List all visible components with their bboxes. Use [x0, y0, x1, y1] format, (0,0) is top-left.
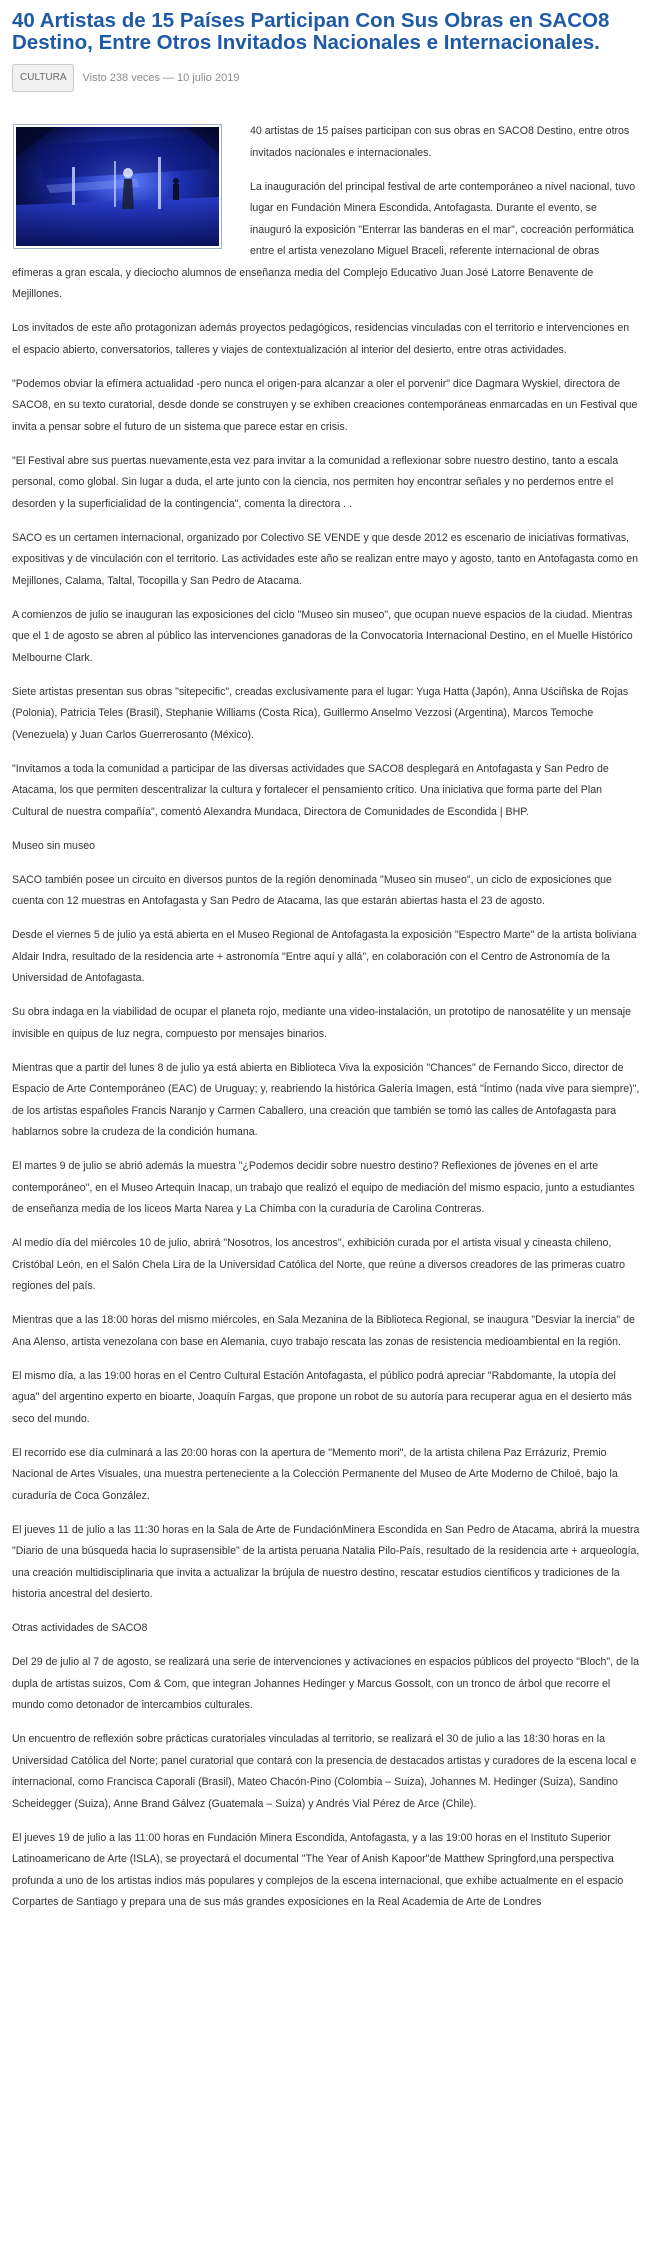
paragraph: A comienzos de julio se inauguran las exposiciones del ciclo "Museo sin museo", que ocupan nueve espacios de la ciudad. Mientras que el 1 de agosto se abren al público las intervenciones ganadoras de la Convocatoria Internacional Destino, en el Muelle Histórico Melbourne Clark. [12, 608, 633, 664]
paragraph: Siete artistas presentan sus obras "sitepecific", creadas exclusivamente para el lugar: Yuga Hatta (Japón), Anna Uściñska de Rojas (Polonia), Patricia Teles (Brasil), Stephanie Williams (Costa Rica), Guillermo Anselmo Vezzosi (Argentina), Marcos Temoche (Venezuela) y Juan Carlos Guerrerosanto (México). [12, 685, 629, 741]
paragraph: Su obra indaga en la viabilidad de ocupar el planeta rojo, mediante una video-instalación, un prototipo de nanosatélite y un mensaje invisible en quipus de luz negra, compuesto por mensajes binarios. [12, 1006, 631, 1040]
article-meta [12, 63, 640, 93]
paragraph: SACO también posee un circuito en diversos puntos de la región denominada "Museo sin museo", un ciclo de exposiciones que cuenta con 12 muestras en Antofagasta y San Pedro de Atacama, las que estarán abiertas hasta el 23 de agosto. [12, 873, 612, 907]
paragraph: Un encuentro de reflexión sobre prácticas curatoriales vinculadas al territorio, se realizará el 30 de julio a las 18:30 horas en la Universidad Católica del Norte; panel curatorial que contará con la presencia de destacados artistas y curadores de la escena local e internacional, como Francisca Caporali (Brasil), Mateo Chacón-Pino (Colombia – Suiza), Johannes M. Hedinger (Suiza), Sandino Scheidegger (Suiza), Anne Brand Gálvez (Guatemala – Suiza) y Andrés Vial Pérez de Arce (Chile). [12, 1733, 637, 1810]
article-title: 40 Artistas de 15 Países Participan Con Sus Obras en SACO8 Destino, Entre Otros Invitados Nacionales e Internacionales. [12, 9, 610, 54]
paragraph: La inauguración del principal festival de arte contemporáneo a nivel nacional, tuvo lugar en Fundación Minera Escondida, Antofagasta. Durante el evento, se inauguró la exposición "Enterrar las banderas en el mar", cocreación performática entre el artista venezolano Miguel Braceli, referente internacional de obras efímeras a gran escala, y dieciocho alumnos de enseñanza media del Complejo Educativo Juan José Latorre Benavente de Mejillones. [12, 180, 636, 300]
paragraph: SACO es un certamen internacional, organizado por Colectivo SE VENDE y que desde 2012 es escenario de iniciativas formativas, expositivas y de vinculación con el territorio. Las actividades este año se realizan entre mayo y agosto, tanto en Antofagasta como en Mejillones, Calama, Taltal, Tocopilla y San Pedro de Atacama. [12, 531, 638, 587]
section-heading-museo-sin-museo: Museo sin museo [12, 839, 96, 852]
category-tag[interactable]: CULTURA [12, 64, 74, 92]
paragraph: Desde el viernes 5 de julio ya está abierta en el Museo Regional de Antofagasta la exposición "Espectro Marte" de la artista boliviana Aldair Indra, resultado de la residencia arte + astronomía "Entre aquí y allá", en colaboración con el Centro de Astronomía de la Universidad de Antofagasta. [12, 929, 637, 984]
paragraph: El recorrido ese día culminará a las 20:00 horas con la apertura de "Memento mori", de la artista chilena Paz Errázuriz, Premio Nacional de Artes Visuales, una muestra perteneciente a la Colección Permanente del Museo de Arte Moderno de Chiloé, bajo la curaduría de Coca González. [12, 1446, 618, 1502]
article-body [12, 121, 640, 1914]
paragraph: Mientras que a partir del lunes 8 de julio ya está abierta en Biblioteca Viva la exposición "Chances" de Fernando Sicco, director de Espacio de Arte Contemporáneo (EAC) de Uruguay; y, reabriendo la histórica Galería Imagen, está "Íntimo (nada vive para siempre)", de los artistas españoles Francis Naranjo y Carmen Caballero, una creación que también se tomó las calles de Antofagasta para hablarnos sobre la crudeza de la condición humana. [12, 1061, 640, 1138]
paragraph: El mismo día, a las 19:00 horas en el Centro Cultural Estación Antofagasta, el público podrá apreciar "Rabdomante, la utopía del agua" del argentino experto en bioarte, Joaquín Fargas, que propone un robot de su autoría para recuperar agua en el desierto más seco del mundo. [12, 1369, 632, 1425]
paragraph: Del 29 de julio al 7 de agosto, se realizará una serie de intervenciones y activaciones en espacios públicos del proyecto "Bloch", de la dupla de artistas suizos, Com & Com, que integran Johannes Hedinger y Marcus Gossolt, con un tronco de árbol que recorre el mundo como detonador de intercambios culturales. [12, 1656, 640, 1711]
paragraph: Mientras que a las 18:00 horas del mismo miércoles, en Sala Mezanina de la Biblioteca Regional, se inaugura "Desviar la inercia" de Ana Alenso, artista venezolana con base en Alemania, cuyo trabajo rescata las zonas de resistencia medioambiental en la región. [12, 1314, 635, 1348]
paragraph: Al medio día del miércoles 10 de julio, abrirá "Nosotros, los ancestros", exhibición curada por el artista visual y cineasta chileno, Cristóbal León, en el Salón Chela Lira de la Universidad Católica del Norte, que reúne a diversos creadores de las primeras cuatro regiones del país. [12, 1237, 626, 1292]
article-image [13, 124, 222, 249]
paragraph: El jueves 11 de julio a las 11:30 horas en la Sala de Arte de FundaciónMinera Escondida en San Pedro de Atacama, abrirá la muestra "Diario de una búsqueda hacia lo suprasensible" de la artista peruana Natalia Pilo-País, resultado de la residencia arte + arqueología, una creación multidisciplinaria que invita a actualizar la brújula de nuestro destino, rescatar estudios científicos y tradiciones de la historia ancestral del desierto. [12, 1523, 640, 1600]
performance-photo [16, 127, 219, 246]
paragraph: El jueves 19 de julio a las 11:00 horas en Fundación Minera Escondida, Antofagasta, y a las 19:00 horas en el Instituto Superior Latinoamericano de Arte (ISLA), se proyectará el documental "The Year of Anish Kapoor"de Matthew Springford,una perspectiva profunda a uno de los artistas indios más populares y complejos de la escena internacional, que exhibe actualmente en el espacio Corpartes de Santiago y prepara una de sus más grandes exposiciones en la Real Academia de Arte de Londres [12, 1831, 624, 1908]
views-and-date: Visto 238 veces — 10 julio 2019 [82, 72, 240, 84]
paragraph: 40 artistas de 15 países participan con sus obras en SACO8 Destino, entre otros invitados nacionales e internacionales. [250, 125, 630, 159]
section-heading-otras-actividades: Otras actividades de SACO8 [12, 1622, 148, 1634]
paragraph: "Podemos obviar la efímera actualidad -pero nunca el origen-para alcanzar a oler el porvenir" dice Dagmara Wyskiel, directora de SACO8, en su texto curatorial, desde donde se construyen y se exhiben creaciones contemporáneas enmarcadas en un Festival que invita a pensar sobre el futuro de un sistema que parece estar en crisis. [12, 377, 638, 433]
paragraph: Los invitados de este año protagonizan además proyectos pedagógicos, residencias vinculadas con el territorio e intervenciones en el espacio abierto, conversatorios, talleres y viajes de contextualización al interior del desierto, entre otras actividades. [12, 322, 630, 356]
paragraph: "Invitamos a toda la comunidad a participar de las diversas actividades que SACO8 desplegará en Antofagasta y San Pedro de Atacama, los que permiten descentralizar la cultura y fortalecer el pensamiento crítico. Una iniciativa que forma parte del Plan Cultural de nuestra compañía", comentó Alexandra Mundaca, Directora de Comunidades de Escondida | BHP. [12, 762, 609, 818]
paragraph: "El Festival abre sus puertas nuevamente,esta vez para invitar a la comunidad a reflexionar sobre nuestro destino, tanto a escala personal, como global. Sin lugar a duda, el arte junto con la ciencia, nos permiten hoy encontrar señales y no perdernos entre el desorden y la superficialidad de la contingencia", comenta la directora . . [12, 454, 619, 510]
paragraph: El martes 9 de julio se abrió además la muestra "¿Podemos decidir sobre nuestro destino? Reflexiones de jóvenes en el arte contemporáneo", en el Museo Artequin Inacap, un trabajo que realizó el equipo de mediación del mismo espacio, junto a estudiantes de enseñanza media de los liceos Marta Narea y La Chimba con la curaduría de Carolina Contreras. [12, 1160, 635, 1215]
